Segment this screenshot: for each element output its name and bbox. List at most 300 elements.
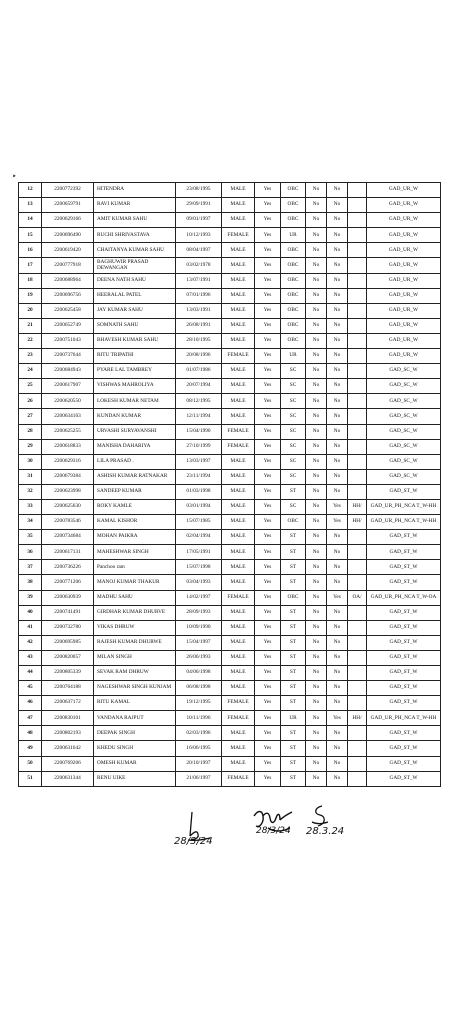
cell-domicile: Yes	[255, 484, 281, 499]
cell-gender: MALE	[222, 499, 255, 514]
cell-candidate-name: KUNDAN KUMAR	[94, 409, 176, 424]
table-row	[19, 530, 441, 545]
table-row	[19, 198, 441, 213]
cell-domicile: Yes	[255, 243, 281, 258]
cell-post-code: GAD_ST_W	[367, 575, 441, 590]
cell-ph: Yes	[327, 590, 348, 605]
cell-ex-serviceman: No	[306, 484, 327, 499]
cell-dob: 20/10/1997	[176, 756, 222, 771]
cell-sl-no: 18	[19, 273, 42, 288]
cell-ph: No	[327, 288, 348, 303]
cell-ph-type	[348, 288, 367, 303]
cell-gender: MALE	[222, 681, 255, 696]
cell-post-code: GAD_UR_W	[367, 213, 441, 228]
cell-ex-serviceman: No	[306, 318, 327, 333]
cell-ex-serviceman: No	[306, 590, 327, 605]
cell-category: SC	[281, 364, 306, 379]
cell-sl-no: 32	[19, 484, 42, 499]
cell-ph-type	[348, 741, 367, 756]
cell-gender: MALE	[222, 545, 255, 560]
table-row	[19, 756, 441, 771]
cell-post-code: GAD_UR_W	[367, 288, 441, 303]
cell-sl-no: 41	[19, 620, 42, 635]
cell-ph-type	[348, 681, 367, 696]
cell-ph-type	[348, 364, 367, 379]
cell-ex-serviceman: No	[306, 288, 327, 303]
cell-domicile: Yes	[255, 696, 281, 711]
cell-gender: FEMALE	[222, 711, 255, 726]
cell-sl-no: 42	[19, 635, 42, 650]
cell-ph-type	[348, 258, 367, 273]
cell-category: ST	[281, 530, 306, 545]
cell-gender: MALE	[222, 741, 255, 756]
cell-post-code: GAD_SC_W	[367, 379, 441, 394]
cell-post-code: GAD_ST_W	[367, 560, 441, 575]
cell-category: ST	[281, 696, 306, 711]
cell-gender: MALE	[222, 364, 255, 379]
cell-ex-serviceman: No	[306, 515, 327, 530]
cell-ph: No	[327, 771, 348, 786]
cell-application-no: 2200764188	[42, 681, 94, 696]
cell-ph-type	[348, 635, 367, 650]
cell-ph: No	[327, 469, 348, 484]
cell-sl-no: 19	[19, 288, 42, 303]
cell-sl-no: 47	[19, 711, 42, 726]
cell-dob: 15/04/1997	[176, 635, 222, 650]
cell-ph-type	[348, 771, 367, 786]
cell-ph-type	[348, 303, 367, 318]
cell-post-code: GAD_ST_W	[367, 545, 441, 560]
cell-post-code: GAD_SC_W	[367, 424, 441, 439]
cell-application-no: 2200771206	[42, 575, 94, 590]
table-row	[19, 258, 441, 273]
cell-domicile: Yes	[255, 183, 281, 198]
cell-candidate-name: MAHESHWAR SINGH	[94, 545, 176, 560]
cell-ph-type	[348, 469, 367, 484]
cell-sl-no: 23	[19, 349, 42, 364]
cell-candidate-name: CHAITANYA KUMAR SAHU	[94, 243, 176, 258]
cell-application-no: 2200629166	[42, 213, 94, 228]
cell-gender: MALE	[222, 213, 255, 228]
cell-domicile: Yes	[255, 424, 281, 439]
cell-dob: 10/11/1996	[176, 711, 222, 726]
signature-3-date: 28.3.24	[306, 826, 345, 837]
cell-ph: No	[327, 303, 348, 318]
cell-gender: MALE	[222, 666, 255, 681]
cell-application-no: 2200696490	[42, 228, 94, 243]
cell-application-no: 2200630939	[42, 590, 94, 605]
cell-post-code: GAD_ST_W	[367, 484, 441, 499]
cell-dob: 03/02/1978	[176, 258, 222, 273]
cell-ex-serviceman: No	[306, 394, 327, 409]
table-row	[19, 635, 441, 650]
cell-candidate-name: SOMNATH SAHU	[94, 318, 176, 333]
cell-ph-type: HH/	[348, 711, 367, 726]
table-row	[19, 499, 441, 514]
cell-ph-type	[348, 575, 367, 590]
cell-sl-no: 43	[19, 650, 42, 665]
cell-candidate-name: URVASHI SURYAVANSHI	[94, 424, 176, 439]
cell-ex-serviceman: No	[306, 454, 327, 469]
cell-domicile: Yes	[255, 741, 281, 756]
table-row	[19, 515, 441, 530]
cell-category: SC	[281, 454, 306, 469]
table-row	[19, 560, 441, 575]
cell-dob: 23/11/1994	[176, 469, 222, 484]
cell-ex-serviceman: No	[306, 409, 327, 424]
cell-domicile: Yes	[255, 545, 281, 560]
cell-application-no: 2200777918	[42, 258, 94, 273]
cell-sl-no: 49	[19, 741, 42, 756]
table-row	[19, 288, 441, 303]
cell-gender: MALE	[222, 333, 255, 348]
cell-category: OBC	[281, 198, 306, 213]
cell-candidate-name: SEVAK RAM DHRUW	[94, 666, 176, 681]
cell-gender: MALE	[222, 394, 255, 409]
cell-gender: FEMALE	[222, 590, 255, 605]
cell-domicile: Yes	[255, 213, 281, 228]
cell-domicile: Yes	[255, 379, 281, 394]
cell-gender: MALE	[222, 273, 255, 288]
table-row	[19, 605, 441, 620]
cell-ph-type	[348, 198, 367, 213]
cell-gender: MALE	[222, 409, 255, 424]
cell-post-code: GAD_UR_W	[367, 349, 441, 364]
cell-application-no: 2200737644	[42, 349, 94, 364]
cell-application-no: 2200625255	[42, 424, 94, 439]
cell-domicile: Yes	[255, 469, 281, 484]
cell-post-code: GAD_SC_W	[367, 409, 441, 424]
table-row	[19, 439, 441, 454]
cell-application-no: 2200736226	[42, 560, 94, 575]
cell-category: OBC	[281, 303, 306, 318]
cell-sl-no: 16	[19, 243, 42, 258]
cell-category: ST	[281, 666, 306, 681]
cell-ph: No	[327, 228, 348, 243]
cell-category: ST	[281, 635, 306, 650]
table-row	[19, 711, 441, 726]
cell-ex-serviceman: No	[306, 575, 327, 590]
cell-domicile: Yes	[255, 288, 281, 303]
cell-sl-no: 38	[19, 575, 42, 590]
cell-ph-type	[348, 605, 367, 620]
cell-candidate-name: NAGESHWAR SINGH KUNJAM	[94, 681, 176, 696]
cell-domicile: Yes	[255, 575, 281, 590]
cell-dob: 08/12/1995	[176, 394, 222, 409]
table-row	[19, 590, 441, 605]
cell-ph: No	[327, 424, 348, 439]
cell-ex-serviceman: No	[306, 469, 327, 484]
cell-post-code: GAD_ST_W	[367, 666, 441, 681]
cell-gender: MALE	[222, 469, 255, 484]
cell-domicile: Yes	[255, 258, 281, 273]
cell-ex-serviceman: No	[306, 198, 327, 213]
cell-post-code: GAD_UR_W	[367, 303, 441, 318]
cell-dob: 20/07/1994	[176, 379, 222, 394]
cell-ph-type	[348, 349, 367, 364]
cell-sl-no: 31	[19, 469, 42, 484]
cell-ph-type: OA/	[348, 590, 367, 605]
cell-sl-no: 24	[19, 364, 42, 379]
cell-post-code: GAD_ST_W	[367, 741, 441, 756]
cell-application-no: 2200802193	[42, 726, 94, 741]
cell-ex-serviceman: No	[306, 530, 327, 545]
cell-candidate-name: OMESH KUMAR	[94, 756, 176, 771]
cell-ph: No	[327, 258, 348, 273]
cell-candidate-name: PYARE LAL TAMBREY	[94, 364, 176, 379]
cell-domicile: Yes	[255, 771, 281, 786]
cell-ph: No	[327, 318, 348, 333]
cell-sl-no: 17	[19, 258, 42, 273]
cell-domicile: Yes	[255, 560, 281, 575]
cell-candidate-name: HEERALAL PATEL	[94, 288, 176, 303]
cell-category: SC	[281, 439, 306, 454]
cell-category: OBC	[281, 213, 306, 228]
cell-candidate-name: HITENDRA	[94, 183, 176, 198]
cell-gender: MALE	[222, 605, 255, 620]
cell-post-code: GAD_ST_W	[367, 620, 441, 635]
cell-gender: MALE	[222, 198, 255, 213]
cell-post-code: GAD_SC_W	[367, 394, 441, 409]
cell-candidate-name: ROKY KAMLE	[94, 499, 176, 514]
signature-2-date: 28/3/24	[256, 826, 291, 836]
cell-candidate-name: VISHWAS MAHROLIYA	[94, 379, 176, 394]
cell-dob: 04/06/1998	[176, 666, 222, 681]
cell-domicile: Yes	[255, 394, 281, 409]
cell-ph: No	[327, 484, 348, 499]
cell-candidate-name: VANDANA RAJPUT	[94, 711, 176, 726]
cell-category: ST	[281, 771, 306, 786]
cell-ph: No	[327, 364, 348, 379]
cell-application-no: 2200830101	[42, 711, 94, 726]
cell-candidate-name: MOHAN PAIKRA	[94, 530, 176, 545]
cell-ph-type	[348, 409, 367, 424]
table-row	[19, 228, 441, 243]
cell-ph-type	[348, 333, 367, 348]
cell-ph-type	[348, 228, 367, 243]
cell-ph: Yes	[327, 711, 348, 726]
cell-domicile: Yes	[255, 454, 281, 469]
cell-category: ST	[281, 726, 306, 741]
cell-gender: FEMALE	[222, 771, 255, 786]
table-row	[19, 394, 441, 409]
cell-candidate-name: MANISHA DAHARIYA	[94, 439, 176, 454]
cell-post-code: GAD_UR_W	[367, 333, 441, 348]
cell-post-code: GAD_UR_W	[367, 318, 441, 333]
cell-application-no: 2200637172	[42, 696, 94, 711]
cell-candidate-name: AMIT KUMAR SAHU	[94, 213, 176, 228]
cell-gender: FEMALE	[222, 424, 255, 439]
cell-application-no: 2200631642	[42, 741, 94, 756]
cell-dob: 27/10/1999	[176, 439, 222, 454]
cell-application-no: 2200619420	[42, 243, 94, 258]
cell-domicile: Yes	[255, 756, 281, 771]
cell-ph: No	[327, 681, 348, 696]
table-row	[19, 349, 441, 364]
cell-ph: No	[327, 454, 348, 469]
cell-sl-no: 33	[19, 499, 42, 514]
table-row	[19, 771, 441, 786]
table-row	[19, 666, 441, 681]
cell-candidate-name: RAJESH KUMAR DHURWE	[94, 635, 176, 650]
cell-post-code: GAD_SC_W	[367, 469, 441, 484]
cell-ex-serviceman: No	[306, 666, 327, 681]
cell-gender: MALE	[222, 515, 255, 530]
cell-post-code: GAD_ST_W	[367, 726, 441, 741]
table-row	[19, 741, 441, 756]
cell-dob: 08/04/1997	[176, 243, 222, 258]
cell-dob: 28/10/1995	[176, 333, 222, 348]
cell-ph-type: HH/	[348, 499, 367, 514]
cell-sl-no: 25	[19, 379, 42, 394]
cell-gender: MALE	[222, 454, 255, 469]
cell-ph-type	[348, 666, 367, 681]
cell-category: UR	[281, 711, 306, 726]
cell-domicile: Yes	[255, 590, 281, 605]
cell-gender: MALE	[222, 635, 255, 650]
cell-domicile: Yes	[255, 681, 281, 696]
cell-category: ST	[281, 741, 306, 756]
cell-ex-serviceman: No	[306, 364, 327, 379]
cell-ex-serviceman: No	[306, 696, 327, 711]
table-row	[19, 681, 441, 696]
cell-ph: No	[327, 243, 348, 258]
candidate-table	[18, 182, 441, 787]
cell-dob: 15/07/1985	[176, 515, 222, 530]
cell-sl-no: 40	[19, 605, 42, 620]
cell-category: ST	[281, 484, 306, 499]
cell-category: SC	[281, 394, 306, 409]
cell-ph: No	[327, 183, 348, 198]
cell-gender: MALE	[222, 258, 255, 273]
cell-ex-serviceman: No	[306, 726, 327, 741]
cell-domicile: Yes	[255, 273, 281, 288]
cell-ph-type	[348, 530, 367, 545]
cell-application-no: 2200631344	[42, 771, 94, 786]
cell-domicile: Yes	[255, 666, 281, 681]
cell-post-code: GAD_UR_PH_NCA T_W-HH	[367, 711, 441, 726]
cell-dob: 09/01/1997	[176, 213, 222, 228]
cell-gender: MALE	[222, 288, 255, 303]
cell-application-no: 2200634103	[42, 409, 94, 424]
cell-dob: 03/01/1994	[176, 499, 222, 514]
cell-ph: No	[327, 741, 348, 756]
cell-category: SC	[281, 379, 306, 394]
cell-candidate-name: VIKAS DHRUW	[94, 620, 176, 635]
cell-dob: 26/08/1991	[176, 318, 222, 333]
cell-domicile: Yes	[255, 228, 281, 243]
cell-post-code: GAD_UR_PH_NCA T_W-HH	[367, 515, 441, 530]
cell-ph-type	[348, 696, 367, 711]
cell-post-code: GAD_SC_W	[367, 364, 441, 379]
cell-candidate-name: ASHISH KUMAR RATNAKAR	[94, 469, 176, 484]
cell-sl-no: 36	[19, 545, 42, 560]
cell-dob: 02/04/1994	[176, 530, 222, 545]
cell-ex-serviceman: No	[306, 635, 327, 650]
cell-ex-serviceman: No	[306, 499, 327, 514]
cell-category: SC	[281, 469, 306, 484]
cell-domicile: Yes	[255, 605, 281, 620]
cell-application-no: 2200695985	[42, 635, 94, 650]
cell-post-code: GAD_UR_W	[367, 228, 441, 243]
cell-ph: No	[327, 198, 348, 213]
cell-candidate-name: DEEPAK SINGH	[94, 726, 176, 741]
cell-sl-no: 20	[19, 303, 42, 318]
cell-ex-serviceman: No	[306, 258, 327, 273]
cell-sl-no: 35	[19, 530, 42, 545]
cell-ex-serviceman: No	[306, 424, 327, 439]
cell-gender: MALE	[222, 484, 255, 499]
cell-post-code: GAD_UR_PH_NCA T_W-HH	[367, 499, 441, 514]
cell-candidate-name: SANDEEP KUMAR	[94, 484, 176, 499]
cell-candidate-name: RITU TRIPATHI	[94, 349, 176, 364]
cell-ph: No	[327, 213, 348, 228]
cell-ph: No	[327, 439, 348, 454]
cell-ph-type	[348, 183, 367, 198]
cell-post-code: GAD_SC_W	[367, 454, 441, 469]
table-row	[19, 409, 441, 424]
cell-ph: No	[327, 575, 348, 590]
cell-ex-serviceman: No	[306, 333, 327, 348]
cell-ph-type	[348, 454, 367, 469]
table-row	[19, 364, 441, 379]
cell-domicile: Yes	[255, 333, 281, 348]
cell-ph: No	[327, 349, 348, 364]
cell-dob: 15/07/1998	[176, 560, 222, 575]
cell-ex-serviceman: No	[306, 545, 327, 560]
cell-candidate-name: MILAN SINGH	[94, 650, 176, 665]
cell-gender: MALE	[222, 620, 255, 635]
cell-candidate-name: Panchoo ram	[94, 560, 176, 575]
cell-post-code: GAD_UR_W	[367, 258, 441, 273]
cell-ex-serviceman: No	[306, 303, 327, 318]
cell-ph: No	[327, 379, 348, 394]
cell-application-no: 2200679384	[42, 469, 94, 484]
cell-domicile: Yes	[255, 303, 281, 318]
cell-ex-serviceman: No	[306, 650, 327, 665]
cell-gender: MALE	[222, 726, 255, 741]
cell-application-no: 2200732780	[42, 620, 94, 635]
cell-ph-type	[348, 756, 367, 771]
cell-ph-type	[348, 620, 367, 635]
cell-category: OBC	[281, 590, 306, 605]
cell-ph: Yes	[327, 515, 348, 530]
cell-ph-type	[348, 273, 367, 288]
table-body	[19, 183, 441, 787]
cell-application-no: 2200688964	[42, 273, 94, 288]
cell-gender: MALE	[222, 560, 255, 575]
cell-category: ST	[281, 545, 306, 560]
cell-candidate-name: BHAVESH KUMAR SAHU	[94, 333, 176, 348]
cell-application-no: 2200625458	[42, 303, 94, 318]
cell-ph-type	[348, 213, 367, 228]
cell-ph-type	[348, 243, 367, 258]
cell-domicile: Yes	[255, 349, 281, 364]
cell-application-no: 2200769206	[42, 756, 94, 771]
table-row	[19, 469, 441, 484]
cell-category: OBC	[281, 318, 306, 333]
cell-ph: Yes	[327, 499, 348, 514]
cell-application-no: 2200696756	[42, 288, 94, 303]
cell-dob: 14/02/1997	[176, 590, 222, 605]
cell-ph-type	[348, 650, 367, 665]
cell-ph-type	[348, 439, 367, 454]
cell-candidate-name: RUCHI SHRIVASTAVA	[94, 228, 176, 243]
cell-ph-type	[348, 560, 367, 575]
cell-post-code: GAD_ST_W	[367, 681, 441, 696]
table-row	[19, 379, 441, 394]
table-row	[19, 575, 441, 590]
